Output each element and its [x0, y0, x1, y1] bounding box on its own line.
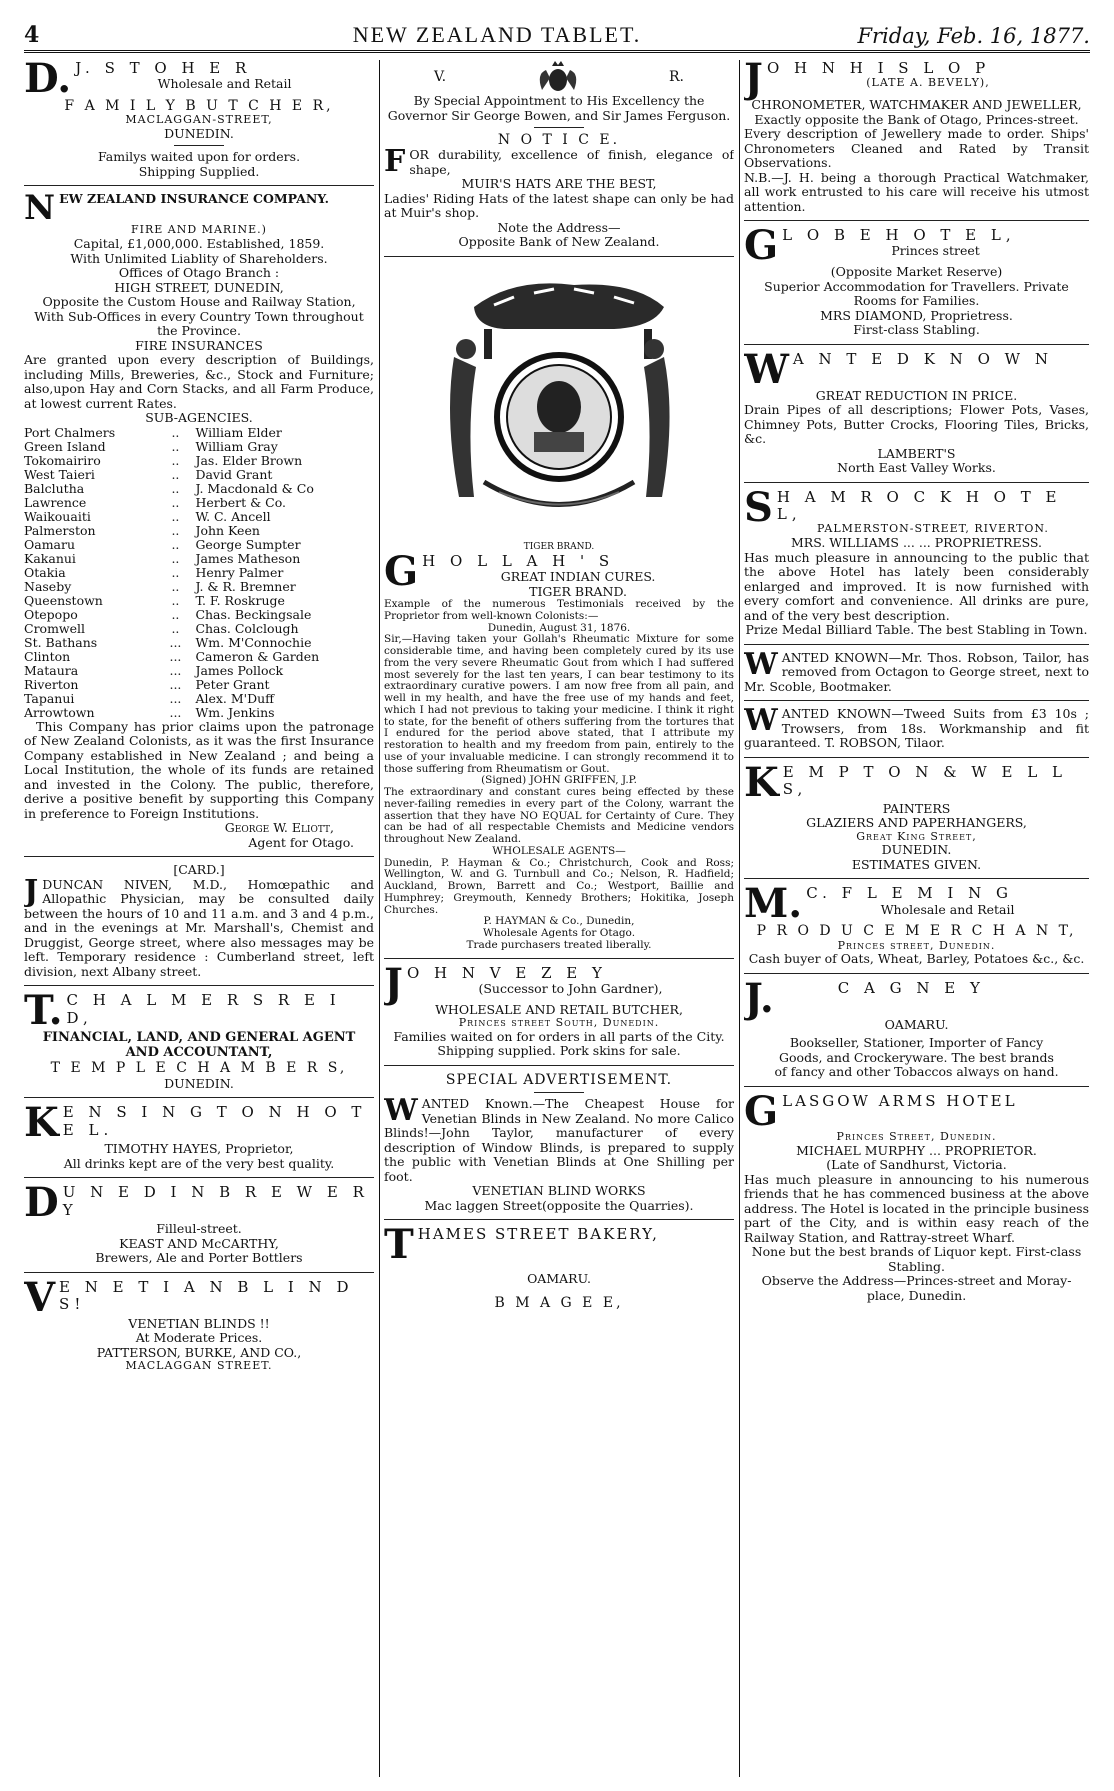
leader-dots: ... — [169, 662, 182, 678]
table-row — [24, 664, 374, 678]
ad-line: Prize Medal Billiard Table. The best Stabling in Town. — [745, 622, 1088, 638]
agency-town: Waikouaiti — [24, 508, 91, 524]
ad-line: GREAT REDUCTION IN PRICE. — [815, 387, 1018, 403]
ad-line: Opposite Bank of New Zealand. — [458, 234, 660, 250]
column-1 — [24, 60, 374, 1777]
agency-town: Port Chalmers — [24, 424, 116, 440]
ad-body: Sir,—Having taken your Gollah's Rheumatic Mixture for some considerable time, and having been completely cured by its use from the very severe Rheumatic Gout from which I had suffered most severely for the last ten years, I can bear testimony to its extraordinary curative powers. I am now free from all pain, and well in my health, and have the free use of my hands and feet, which I had not previous to taking your medicine. I think it right to state, for the benefit of others suffering from the tortures that I endured for the period above stated, that I attribute my restoration to health and my freedom from pain, entirely to the use of your invaluable medicine. I can strongly recommend it to those suffering from Rheumatism or Gout. — [384, 633, 734, 775]
ad-line: R. — [669, 68, 684, 85]
ad-line: OAMARU. — [527, 1271, 591, 1287]
agent-name: William Gray — [195, 438, 278, 454]
drop-initial: K — [744, 758, 779, 806]
leader-dots: .. — [171, 536, 180, 552]
ad-line: TIGER BRAND. — [529, 583, 628, 599]
ad-line: VENETIAN BLINDS !! — [128, 1315, 270, 1331]
ad-insurance — [24, 188, 374, 857]
ad-body: Has much pleasure in announcing to his numerous friends that he has commenced business at the above address. The Hotel is located in the principle business part of the City, and is within easy reach of the Railway Station, and Rattray-street Wharf. — [744, 1171, 1089, 1245]
ad-line: Superior Accommodation for Travellers. Private Rooms for Families. — [764, 278, 1069, 308]
ad-body: DUNCAN NIVEN, M.D., Homœpathic and Allopathic Physician, may be consulted daily between the hours of 10 and 11 a.m. and 3 and 4 p.m., and in the evenings at Mr. Marshall's, Chemist and Druggist, George street, where also messages may be left. Temporary residence : Cumberland street, left division, next Albany street. — [24, 876, 374, 979]
ad-line: [CARD.] — [173, 862, 225, 878]
agent-name: Henry Palmer — [195, 564, 284, 580]
table-row — [24, 580, 374, 594]
agency-town: Naseby — [24, 578, 72, 594]
ad-line: Opposite the Custom House and Railway Station, — [42, 294, 356, 310]
table-row — [24, 608, 374, 622]
ad-line: Brewers, Ale and Porter Bottlers — [95, 1250, 303, 1266]
ad-line: All drinks kept are of the very best quality. — [63, 1155, 335, 1171]
ad-line: WHOLESALE AGENTS— — [492, 844, 626, 857]
agency-town: Kakanui — [24, 550, 76, 566]
ad-line: MUIR'S HATS ARE THE BEST, — [461, 176, 657, 192]
table-row — [24, 524, 374, 538]
agent-name: Wm. Jenkins — [195, 704, 275, 720]
leader-dots: .. — [171, 508, 180, 524]
ad-line: GREAT INDIAN CURES. — [500, 569, 656, 585]
ad-line: (Late of Sandhurst, Victoria. — [826, 1157, 1007, 1173]
drop-initial: W — [384, 1093, 418, 1129]
agency-town: Tokomairiro — [24, 452, 101, 468]
drop-initial: K — [24, 1099, 59, 1147]
leader-dots: ... — [169, 690, 182, 706]
ad-kensington — [24, 1099, 374, 1178]
table-row — [24, 650, 374, 664]
ad-line: With Unlimited Liablity of Shareholders. — [70, 250, 328, 266]
column-rule — [739, 60, 740, 1777]
ad-body: This Company has prior claims upon the patronage of New Zealand Colonists, as it was the first Insurance Company established in New Zealand ; and being a Local Institution, the whole of its funds are retained and invested in the Colony. The public, therefore, derive a positive benefit by supporting this Company in preference to Foreign Institutions. — [24, 718, 374, 821]
drop-initial: G — [384, 547, 419, 595]
table-row — [24, 622, 374, 636]
ad-line: Wholesale and Retail — [880, 901, 1015, 917]
agency-town: Cromwell — [24, 620, 86, 636]
ad-line: OAMARU. — [884, 1016, 949, 1032]
table-row — [24, 426, 374, 440]
ad-name: LASGOW ARMS HOTEL — [782, 1091, 1018, 1110]
ad-robson-suits — [744, 703, 1089, 758]
masthead: NEW ZEALAND TABLET. — [352, 22, 642, 47]
ad-body: Ladies' Riding Hats of the latest shape can only be had at Muir's shop. — [384, 190, 734, 221]
ad-name: HAMES STREET BAKERY, — [417, 1225, 659, 1244]
ad-line: VENETIAN BLIND WORKS — [472, 1183, 646, 1199]
ad-shamrock — [744, 483, 1089, 645]
short-rule — [534, 127, 584, 128]
table-row — [24, 510, 374, 524]
drop-initial: N — [24, 188, 56, 229]
ad-line: KEAST AND McCARTHY, — [119, 1235, 279, 1251]
ad-line: TIMOTHY HAYES, Proprietor, — [104, 1141, 294, 1157]
ad-line: Great King Street, — [856, 829, 977, 843]
table-row — [24, 538, 374, 552]
ad-line: North East Valley Works. — [837, 460, 996, 475]
ad-line: MACLAGGAN STREET. — [125, 1359, 273, 1373]
ad-cagney — [744, 974, 1089, 1087]
ad-title: SPECIAL ADVERTISEMENT. — [445, 1071, 673, 1088]
agency-town: Green Island — [24, 438, 106, 454]
table-row — [24, 440, 374, 454]
sub-agencies-table — [24, 426, 374, 720]
table-row — [24, 468, 374, 482]
ad-line: ESTIMATES GIVEN. — [851, 856, 982, 872]
ad-line: (Successor to John Gardner), — [478, 980, 663, 996]
agency-town: Otepopo — [24, 606, 78, 622]
ad-body: OR durability, excellence of finish, elegance of shape, — [409, 147, 734, 177]
agent-name: Peter Grant — [195, 676, 270, 692]
drop-initial: J — [24, 873, 39, 909]
ad-line: DUNEDIN. — [164, 125, 234, 141]
agent-name: James Pollock — [195, 662, 284, 678]
agent-name: W. C. Ancell — [195, 508, 271, 524]
drop-initial: F — [384, 144, 406, 180]
agency-town: Oamaru — [24, 536, 76, 552]
ad-body: Has much pleasure in announcing to the public that the above Hotel has lately been considerably enlarged and improved. It is now furnished with every comfort and convenience. All drinks are pure, and of the very best description. — [744, 549, 1089, 623]
drop-initial: G — [744, 222, 779, 269]
ad-line: Princes street, Dunedin. — [837, 938, 996, 952]
ad-line: FIRE INSURANCES — [135, 337, 263, 353]
ad-line: MACLAGGAN-STREET, — [125, 113, 273, 127]
ad-line: CHRONOMETER, WATCHMAKER AND JEWELLER, — [751, 97, 1082, 112]
ad-line: Princes Street, Dunedin. — [836, 1129, 997, 1143]
agency-town: Lawrence — [24, 494, 87, 510]
agency-town: West Taieri — [24, 466, 95, 482]
ad-name: E N E T I A N B L I N D S! — [59, 1277, 354, 1314]
ad-line: Dunedin, August 31, 1876. — [487, 621, 631, 634]
ad-bakery — [384, 1221, 734, 1317]
agent-name: Cameron & Garden — [195, 648, 320, 664]
ad-kempton — [744, 758, 1089, 880]
ad-line: PALMERSTON-STREET, RIVERTON. — [817, 522, 1049, 536]
ad-special — [384, 1072, 734, 1220]
ad-line: V. — [434, 68, 447, 85]
ad-name: E N S I N G T O N H O T E L. — [62, 1103, 367, 1139]
leader-dots: ... — [169, 648, 182, 664]
table-row — [24, 594, 374, 608]
royal-arms-icon — [528, 60, 588, 94]
agent-name: William Elder — [195, 424, 282, 440]
drop-initial: W — [744, 345, 789, 393]
ad-line: MRS DIAMOND, Proprietress. — [820, 307, 1013, 323]
leader-dots: .. — [171, 620, 180, 636]
agency-town: Mataura — [24, 662, 79, 678]
ad-line: With Sub-Offices in every Country Town throughout the Province. — [34, 308, 364, 339]
ad-line: B M A G E E, — [494, 1294, 624, 1311]
ad-name: C A G N E Y — [837, 978, 985, 997]
ad-name: C. F L E M I N G — [806, 884, 1013, 903]
ad-gollah — [384, 263, 734, 959]
ad-title: EW ZEALAND INSURANCE COMPANY. — [59, 191, 329, 207]
ad-globe — [744, 222, 1089, 345]
ad-robson-removal — [744, 646, 1089, 702]
agent-name: Chas. Colclough — [195, 620, 299, 636]
ad-name: A N T E D K N O W N — [792, 349, 1053, 368]
leader-dots: .. — [171, 452, 180, 468]
ad-line: Princes street — [891, 243, 980, 259]
ad-body: ANTED KNOWN—Mr. Thos. Robson, Tailor, has removed from Octagon to George street, next to Mr. Scoble, Bootmaker. — [744, 649, 1089, 694]
ad-line: SUB-AGENCIES. — [145, 410, 253, 426]
ad-line: DUNEDIN. — [881, 842, 952, 858]
drop-initial: T — [384, 1221, 414, 1269]
ad-body: Are granted upon every description of Buildings, including Mills, Breweries, &c., Stock and Furniture; also,upon Hay and Corn Stacks, and all Farm Produce, at lowest current Rates. — [24, 352, 374, 411]
leader-dots: .. — [171, 550, 180, 566]
agent-name: John Keen — [195, 522, 260, 538]
drop-initial: S — [744, 483, 773, 531]
ad-line: PAINTERS — [882, 800, 951, 816]
drop-initial: J — [744, 60, 763, 102]
table-row — [24, 636, 374, 650]
agency-town: Queenstown — [24, 592, 103, 608]
crest-caption: TIGER BRAND. — [523, 542, 595, 553]
page-header — [24, 18, 1090, 53]
drop-initial: G — [744, 1087, 779, 1135]
ad-reid — [24, 987, 374, 1098]
ad-body: The extraordinary and constant cures being effected by these never-failing remedies in every part of the Colony, warrant the assertion that they have NO EQUAL for Certainty of Cure. They can be had of all respectable Chemists and Medicine vendors throughout New Zealand. — [384, 786, 734, 846]
ad-name: U N E D I N B R E W E R Y — [62, 1183, 369, 1219]
ad-vezey — [384, 959, 734, 1066]
ad-name: C H A L M E R S R E I D, — [66, 991, 341, 1027]
agency-town: Palmerston — [24, 522, 96, 538]
ad-body: Every description of Jewellery made to order. Ships' Chronometers Cleaned and Rated by Transit Observations. — [744, 126, 1089, 170]
ad-line: Agent for Otago. — [248, 834, 354, 850]
drop-initial: W — [744, 703, 778, 739]
ad-line: HIGH STREET, DUNEDIN, — [114, 279, 284, 295]
agency-town: Otakia — [24, 564, 66, 580]
ad-fleming — [744, 880, 1089, 973]
ad-body: Example of the numerous Testimonials received by the Proprietor from well-known Colonists:— — [384, 598, 734, 622]
ad-line: Shipping Supplied. — [138, 163, 260, 179]
ad-line: (LATE A. BEVELY), — [866, 76, 990, 90]
ad-line: FIRE AND MARINE.) — [131, 223, 267, 237]
ad-name: H O L L A H ' S — [422, 551, 615, 570]
drop-initial: J. — [744, 974, 774, 1022]
issue-date: Friday, Feb. 16, 1877. — [857, 24, 1090, 48]
ad-line: Cash buyer of Oats, Wheat, Barley, Potatoes &c., &c. — [748, 951, 1085, 967]
agency-town: Riverton — [24, 676, 79, 692]
ad-line: First-class Stabling. — [853, 322, 980, 337]
agent-name: Jas. Elder Brown — [195, 452, 303, 468]
ad-line: (Signed) JOHN GRIFFEN, J.P. — [481, 774, 637, 787]
ad-name: O H N V E Z E Y — [406, 963, 607, 982]
table-row — [24, 552, 374, 566]
ad-hislop — [744, 60, 1089, 221]
ad-line: N O T I C E. — [497, 132, 621, 148]
ad-line: DUNEDIN. — [164, 1075, 234, 1091]
leader-dots: .. — [171, 606, 180, 622]
ad-name: H A M R O C K H O T E L, — [776, 487, 1062, 523]
ad-body: ANTED Known.—The Cheapest House for Venetian Blinds in New Zealand. No more Calico Blinds!—John Taylor, manufacturer of every description of Window Blinds, is prepared to supply the public with Venetian Blinds at One Shilling per foot. — [384, 1096, 734, 1184]
ad-venetian — [24, 1273, 374, 1379]
page-number: 4 — [24, 22, 40, 48]
ad-niven — [24, 863, 374, 986]
agency-town: St. Bathans — [24, 634, 98, 650]
ad-line: MRS. WILLIAMS ... ... PROPRIETRESS. — [790, 535, 1042, 551]
ad-line: Wholesale Agents for Otago. — [482, 927, 636, 940]
drop-initial: J — [384, 959, 403, 1007]
ad-line: Wholesale and Retail — [157, 76, 292, 92]
ad-brewery — [24, 1179, 374, 1273]
ad-line: Observe the Address—Princes-street and Moray-place, Dunedin. — [761, 1273, 1072, 1303]
drop-initial: W — [744, 646, 778, 682]
ad-line: WHOLESALE AND RETAIL BUTCHER, — [435, 1001, 683, 1017]
ad-line: F A M I L Y B U T C H E R, — [64, 98, 334, 114]
ad-line: Capital, £1,000,000. Established, 1859. — [73, 236, 325, 252]
ad-line: Shipping supplied. Pork skins for sale. — [437, 1043, 681, 1059]
table-row — [24, 678, 374, 692]
leader-dots: .. — [171, 438, 180, 454]
ad-line: Exactly opposite the Bank of Otago, Princes-street. — [754, 111, 1079, 127]
table-row — [24, 454, 374, 468]
ad-lambert — [744, 345, 1089, 483]
table-row — [24, 692, 374, 706]
leader-dots: ... — [169, 676, 182, 692]
ad-line: Filleul-street. — [156, 1221, 242, 1237]
ad-line: Families waited on for orders in all parts of the City. — [393, 1028, 725, 1044]
ad-line: FINANCIAL, LAND, AND GENERAL AGENT AND ACCOUNTANT, — [42, 1030, 356, 1061]
drop-initial: D. — [24, 60, 72, 102]
leader-dots: .. — [171, 592, 180, 608]
short-rule — [174, 145, 224, 146]
ad-line: Note the Address— — [497, 219, 621, 235]
ad-name: L O B E H O T E L, — [782, 226, 1016, 244]
drop-initial: M. — [744, 880, 803, 928]
ad-body: N.B.—J. H. being a thorough Practical Watchmaker, all work entrusted to his care will receive his utmost attention. — [744, 169, 1089, 214]
ad-body: Bookseller, Stationer, Importer of Fancy Goods, and Crockeryware. The best brands of fancy and other Tobaccos always on hand. — [774, 1035, 1059, 1080]
ad-line: LAMBERT'S — [877, 445, 956, 461]
table-row — [24, 566, 374, 580]
leader-dots: .. — [171, 480, 180, 496]
leader-dots: .. — [171, 564, 180, 580]
ad-name: E M P T O N & W E L L S, — [782, 762, 1067, 798]
ad-line: None but the best brands of Liquor kept. First-class Stabling. — [751, 1244, 1082, 1274]
ad-name: J. S T O H E R — [75, 60, 252, 77]
agent-name: Alex. M'Duff — [195, 690, 275, 706]
agent-name: David Grant — [195, 466, 273, 482]
agent-name: Wm. M'Connochie — [195, 634, 312, 650]
leader-dots: .. — [171, 494, 180, 510]
ad-body: By Special Appointment to His Excellency the Governor Sir George Bowen, and Sir James Ferguson. — [387, 93, 731, 123]
agent-name: J. & R. Bremner — [195, 578, 296, 594]
ad-name: O H N H I S L O P — [766, 60, 991, 77]
tiger-brand-crest-icon — [414, 267, 704, 537]
agent-name: Herbert & Co. — [195, 494, 287, 510]
short-rule — [534, 1092, 584, 1093]
agency-town: Arrowtown — [24, 704, 95, 720]
table-row — [24, 496, 374, 510]
leader-dots: ... — [169, 704, 182, 720]
ad-body: Dunedin, P. Hayman & Co.; Christchurch, Cook and Ross; Wellington, W. and G. Turnbull and Co.; Nelson, R. Hadfield; Auckland, Brown, Barrett and Co.; Westport, Baillie and Humphrey; Greymouth, Kennedy Brothers; Hokitika, Joseph Churches. — [384, 856, 734, 916]
column-2 — [384, 60, 734, 1777]
ad-line: Offices of Otago Branch : — [118, 265, 280, 281]
drop-initial: T. — [24, 987, 63, 1035]
agency-town: Balclutha — [24, 480, 85, 496]
table-row — [24, 706, 374, 720]
ad-stoher — [24, 60, 374, 186]
ad-body: Drain Pipes of all descriptions; Flower Pots, Vases, Chimney Pots, Butter Crocks, Flooring Tiles, Bricks, &c. — [744, 402, 1089, 446]
ad-line: At Moderate Prices. — [135, 1330, 263, 1346]
ad-line: PATTERSON, BURKE, AND CO., — [96, 1344, 302, 1360]
drop-initial: V — [24, 1273, 56, 1321]
ad-line: MICHAEL MURPHY ... PROPRIETOR. — [796, 1142, 1037, 1158]
agent-name: George Sumpter — [195, 536, 301, 552]
column-rule — [379, 60, 380, 1777]
ad-body: ANTED KNOWN—Tweed Suits from £3 10s ; Trowsers, from 18s. Workmanship and fit guaranteed. T. ROBSON, Tilaor. — [744, 706, 1089, 751]
leader-dots: .. — [171, 466, 180, 482]
ad-line: Trade purchasers treated liberally. — [466, 938, 652, 951]
ad-line: GLAZIERS AND PAPERHANGERS, — [806, 815, 1027, 831]
ad-line: Familys waited upon for orders. — [97, 149, 301, 165]
ad-line: Mac laggen Street(opposite the Quarries). — [424, 1197, 694, 1213]
table-row — [24, 482, 374, 496]
agent-name: James Matheson — [195, 550, 301, 566]
ad-muir — [384, 60, 734, 257]
agency-town: Clinton — [24, 648, 71, 664]
ad-line: (Opposite Market Reserve) — [830, 264, 1003, 279]
leader-dots: .. — [171, 424, 180, 440]
agent-name: T. F. Roskruge — [195, 592, 285, 608]
ad-glasgow — [744, 1087, 1089, 1309]
leader-dots: .. — [171, 522, 180, 538]
agent-name: Chas. Beckingsale — [195, 606, 312, 622]
agency-town: Tapanui — [24, 690, 75, 706]
ad-line: P. HAYMAN & Co., Dunedin, — [483, 915, 635, 928]
agent-name: J. Macdonald & Co — [195, 480, 314, 496]
leader-dots: ... — [169, 634, 182, 650]
ad-line: T E M P L E C H A M B E R S, — [50, 1060, 348, 1077]
column-3 — [744, 60, 1089, 1777]
ad-line: P R O D U C E M E R C H A N T, — [756, 923, 1077, 940]
ad-line: George W. Eliott, — [224, 820, 334, 836]
leader-dots: .. — [171, 578, 180, 594]
ad-line: Princes street South, Dunedin. — [458, 1016, 660, 1030]
drop-initial: D — [24, 1179, 59, 1227]
